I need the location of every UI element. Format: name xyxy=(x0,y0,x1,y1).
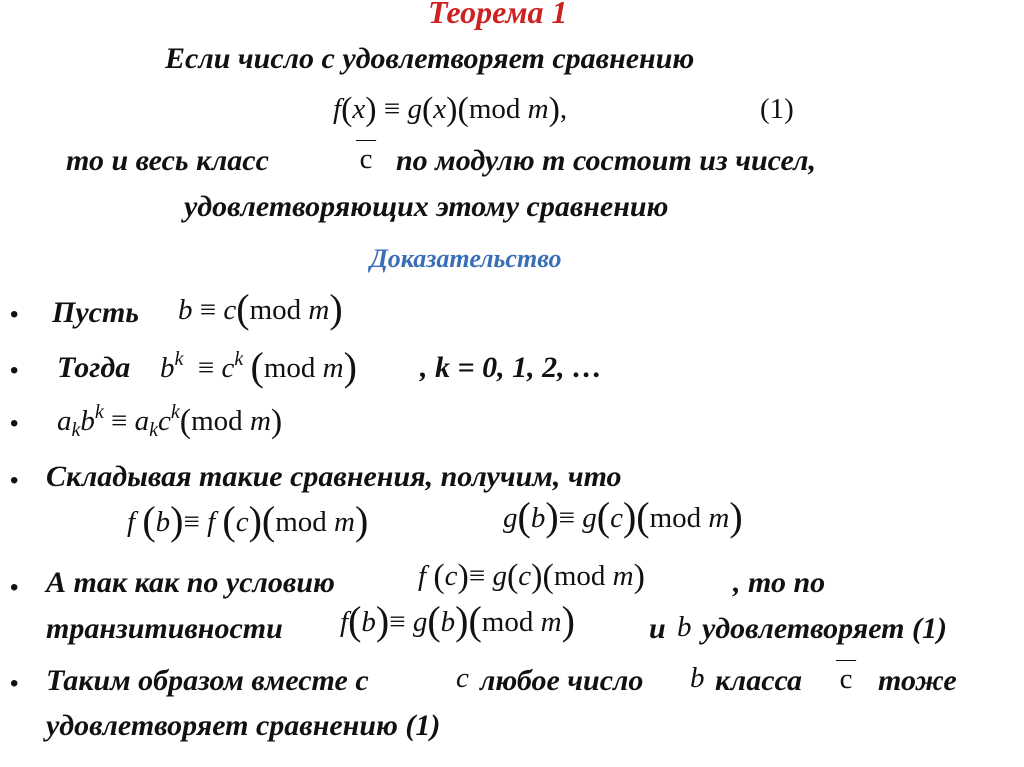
item5-text-e: удовлетворяет (1) xyxy=(702,612,947,645)
item6-var-b: b xyxy=(690,662,705,694)
item6-class-symbol: — c xyxy=(836,648,856,695)
item6-text-c: класса xyxy=(715,664,803,697)
item2-tail: , k = 0, 1, 2, … xyxy=(420,351,603,384)
item3-formula: $a_kb^k \equiv a_kc^k(mod$ m) xyxy=(57,401,283,441)
item5-text-c: транзитивности xyxy=(46,612,283,645)
item5-text-b: , то по xyxy=(733,566,826,599)
theorem-formula: f(x) ≡ g(x)(mod m), xyxy=(333,91,568,128)
bullet-3: • xyxy=(10,410,19,437)
item6-text-d: тоже xyxy=(878,664,957,697)
item4-text: Складывая такие сравнения, получим, что xyxy=(46,460,622,493)
item5-formula-2: f(b)≡ g(b)(mod m) xyxy=(340,598,575,643)
item5-formula-1: f (c)≡ g(c)(mod m) xyxy=(418,558,645,595)
item5-text-a: А так как по условию xyxy=(46,566,335,599)
item4-formula-g: g(b)≡ g(c)(mod m) xyxy=(503,494,743,539)
theorem-line-1: Если число c удовлетворяет сравнению xyxy=(165,42,695,75)
bullet-6: • xyxy=(10,670,19,697)
item2-formula: $b^k \equiv c^k$ (mod m) xyxy=(160,344,357,389)
bullet-1: • xyxy=(10,301,19,328)
item6-text-a: Таким образом вместе с xyxy=(46,664,369,697)
bullet-5: • xyxy=(10,574,19,601)
item5-var-b: b xyxy=(677,611,692,643)
theorem-line-3b: по модулю m состоит из чисел, xyxy=(396,144,817,177)
item1-formula: b ≡ c(mod m) xyxy=(178,286,343,331)
theorem-title: Теорема 1 xyxy=(428,0,568,30)
theorem-line-3a: то и весь класс xyxy=(66,144,269,177)
item6-var-c: c xyxy=(456,662,469,694)
theorem-line-4: удовлетворяющих этому сравнению xyxy=(184,190,669,223)
proof-heading: Доказательство xyxy=(370,244,562,273)
class-symbol: — c xyxy=(356,128,376,175)
equation-number: (1) xyxy=(760,93,794,125)
item5-text-d: и xyxy=(649,612,666,645)
bullet-4: • xyxy=(10,467,19,494)
item1-label: Пусть xyxy=(52,296,140,329)
item6-text-b: любое число xyxy=(480,664,644,697)
bullet-2: • xyxy=(10,357,19,384)
item2-label: Тогда xyxy=(57,351,131,384)
item6-text-e: удовлетворяет сравнению (1) xyxy=(46,709,441,742)
item4-formula-f: f (b)≡ f (c)(mod m) xyxy=(127,498,369,543)
